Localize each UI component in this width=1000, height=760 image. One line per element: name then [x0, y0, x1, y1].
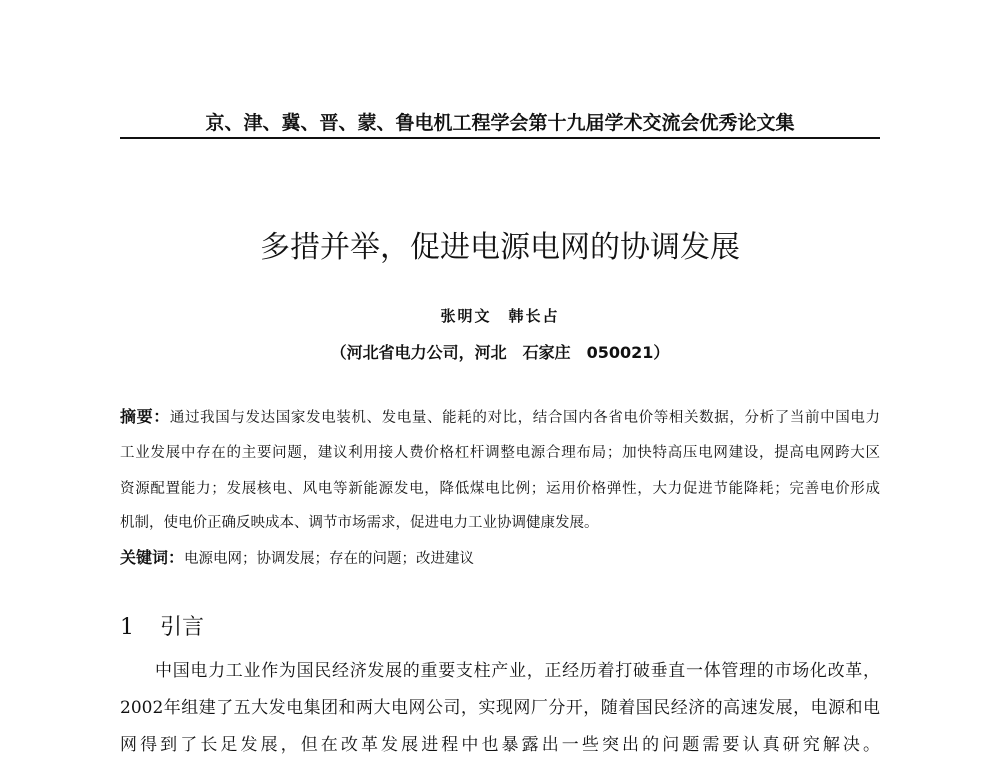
- paragraph-line: 2002年组建了五大发电集团和两大电网公司，实现网厂分开，随着国民经济的高速发展，电源和电: [120, 698, 880, 718]
- authors: 张明文 韩长占: [440, 307, 560, 325]
- paper-title: 多措并举，促进电源电网的协调发展: [260, 230, 740, 265]
- section-number: 1: [120, 615, 134, 640]
- running-header: 京、津、冀、晋、蒙、鲁电机工程学会第十九届学术交流会优秀论文集: [205, 112, 795, 134]
- paragraph-line: 网得到了长足发展，但在改革发展进程中也暴露出一些突出的问题需要认真研究解决。: [120, 735, 880, 755]
- keywords-text: 电源电网；协调发展；存在的问题；改进建议: [184, 551, 475, 567]
- keywords-line: [120, 545, 880, 568]
- affiliation: （河北省电力公司，河北 石家庄 050021）: [330, 343, 670, 362]
- abstract-label: 摘要：: [120, 407, 170, 426]
- abstract-line: 资源配置能力；发展核电、风电等新能源发电，降低煤电比例；运用价格弹性，大力促进节能降耗；完善电价形成: [120, 481, 880, 497]
- header-rule: [120, 137, 880, 139]
- abstract-line: [120, 404, 880, 427]
- section-heading: [120, 610, 204, 641]
- abstract-text: 通过我国与发达国家发电装机、发电量、能耗的对比，结合国内各省电价等相关数据，分析了当前中国电力: [169, 410, 880, 426]
- abstract-line: 工业发展中存在的主要问题，建议利用接人费价格杠杆调整电源合理布局；加快特高压电网建设，提高电网跨大区: [120, 445, 880, 461]
- keywords-label: 关键词：: [120, 548, 185, 567]
- section-title: 引言: [160, 615, 205, 640]
- abstract-line: 机制，使电价正确反映成本、调节市场需求，促进电力工业协调健康发展。: [120, 515, 599, 531]
- paragraph-line: 中国电力工业作为国民经济发展的重要支柱产业，正经历着打破垂直一体管理的市场化改革，: [155, 661, 880, 681]
